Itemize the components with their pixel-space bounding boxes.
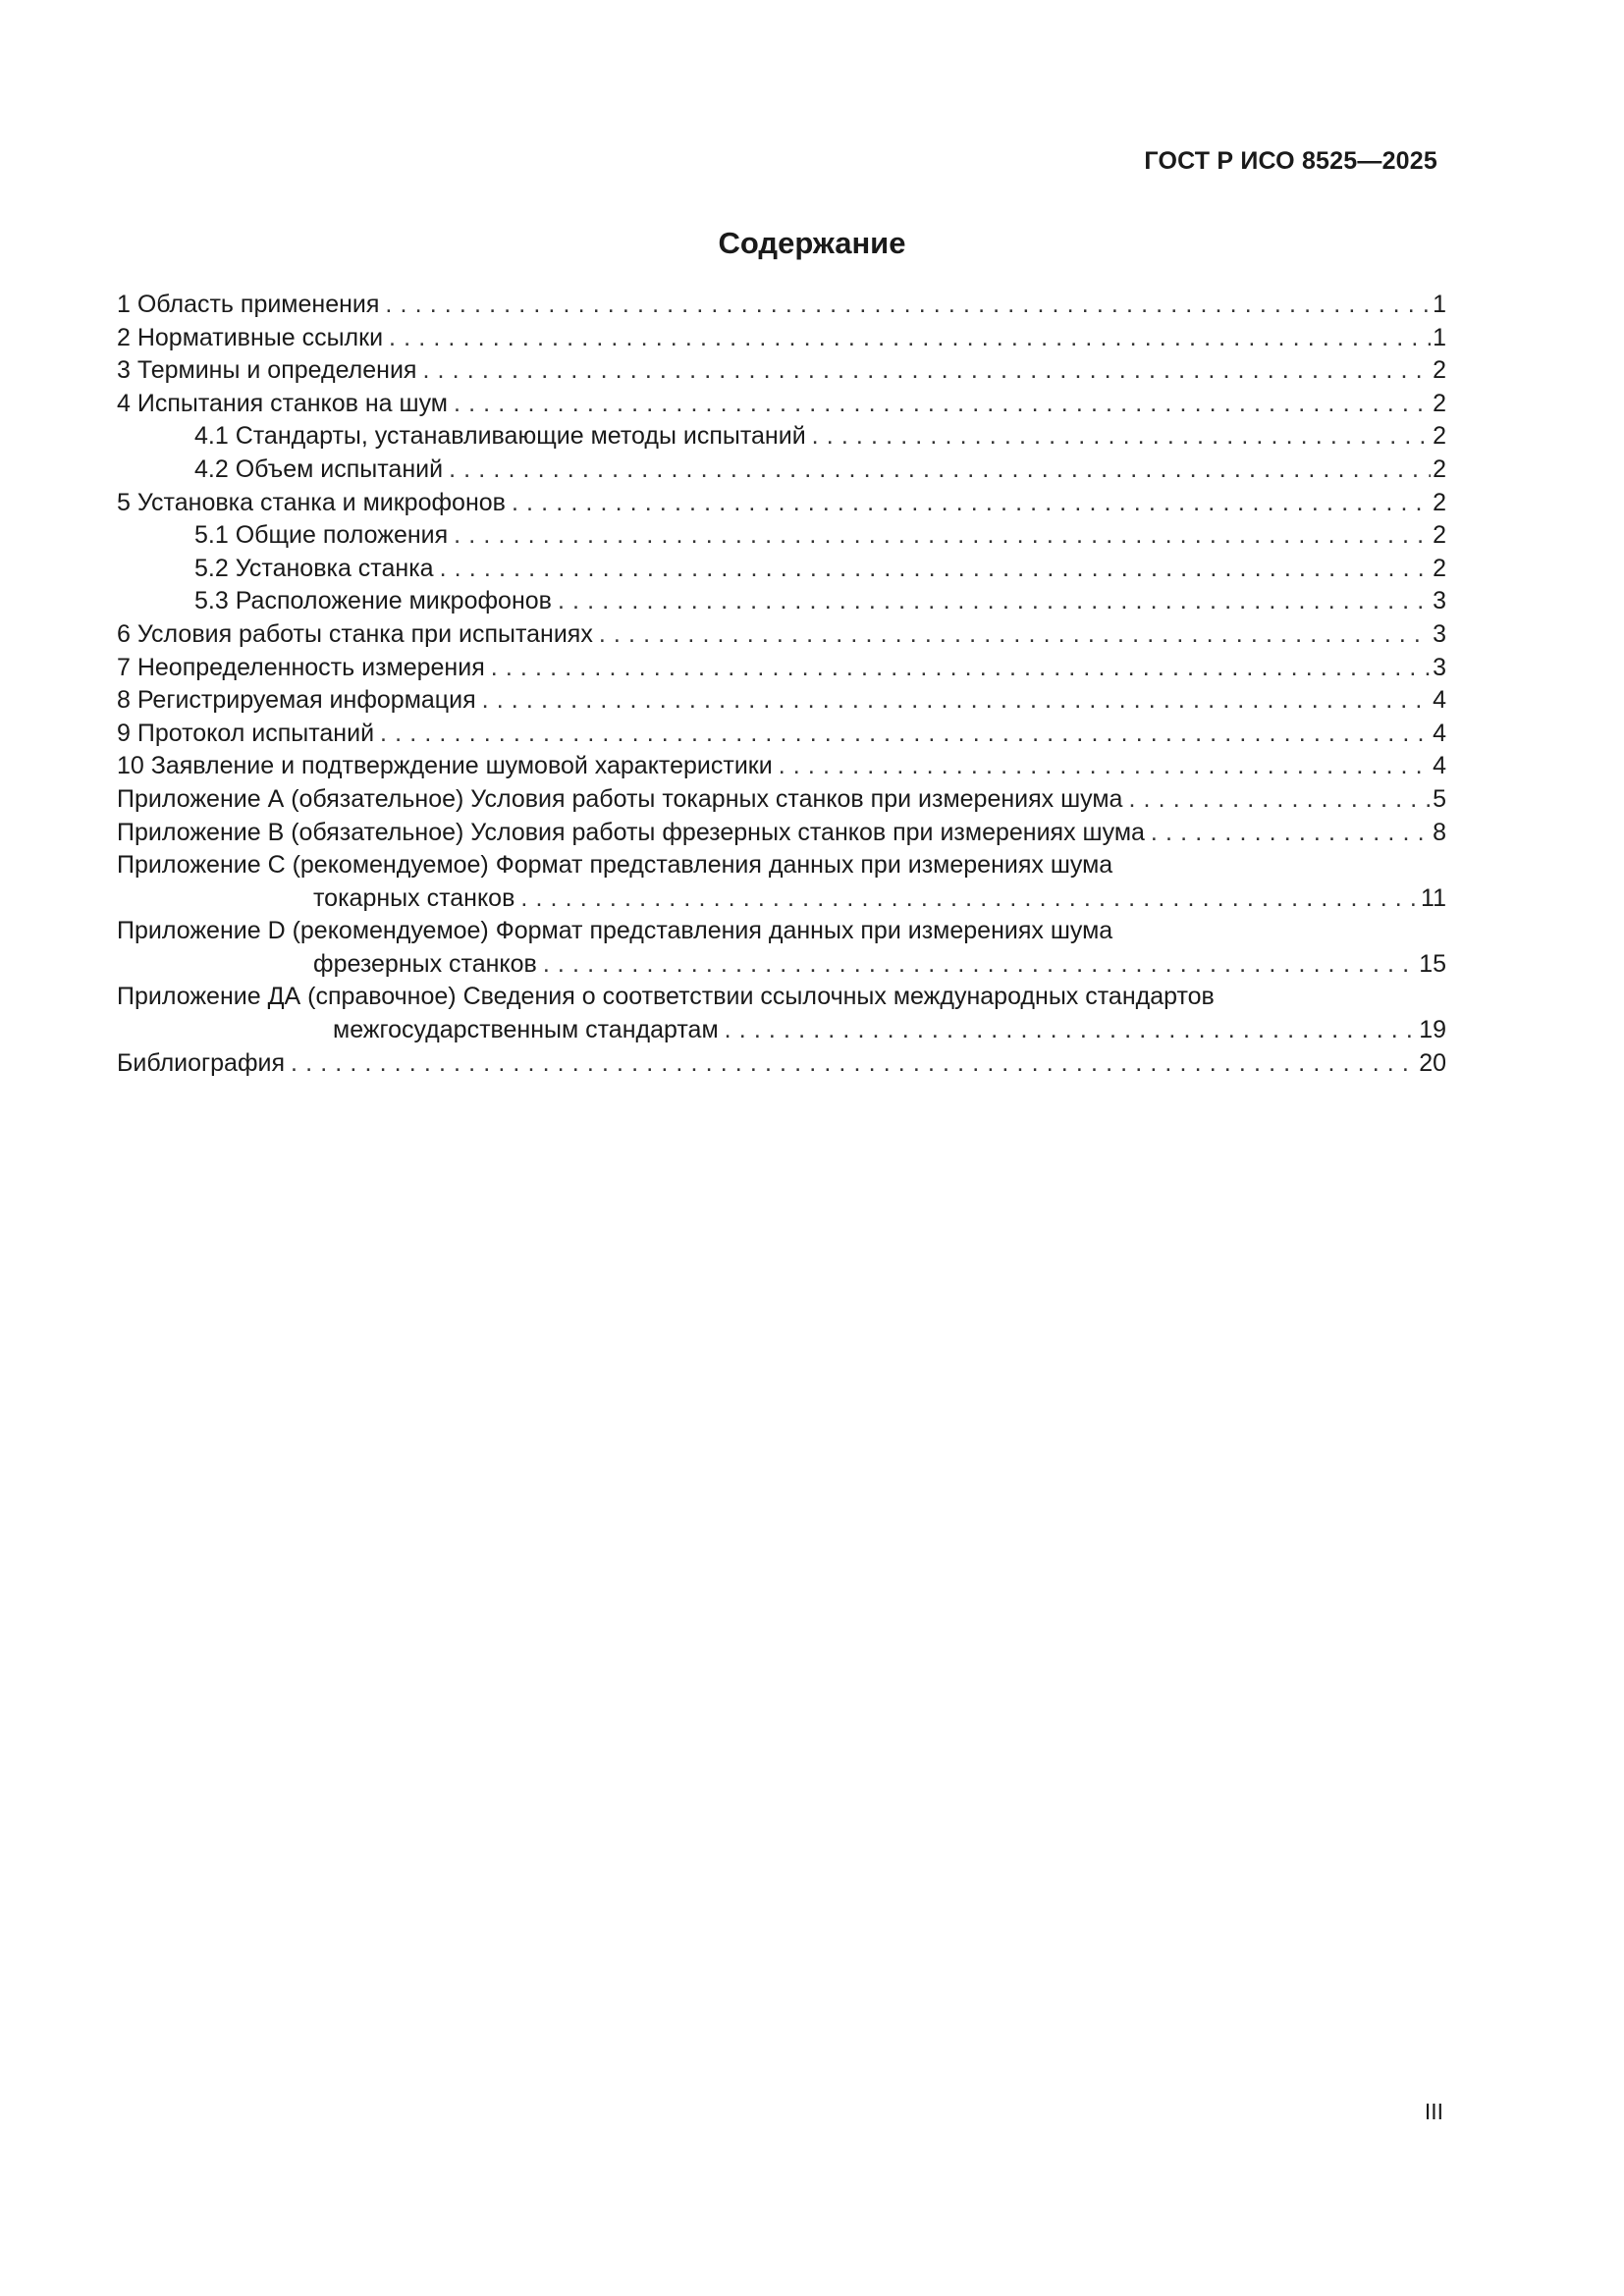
toc-entry-annex-da-continued[interactable] (117, 1014, 1446, 1047)
toc-leader-dots (779, 750, 1431, 783)
toc-entry-label: 4.1 Стандарты, устанавливающие методы испытаний (194, 422, 806, 451)
toc-leader-dots (454, 519, 1431, 553)
toc-leader-dots (482, 684, 1431, 718)
toc-entry-bibliography[interactable] (117, 1047, 1446, 1081)
toc-entry-page: 2 (1433, 356, 1446, 385)
toc-leader-dots (454, 388, 1431, 421)
toc-entry[interactable] (117, 322, 1446, 355)
toc-entry-page: 19 (1419, 1016, 1446, 1044)
toc-entry-label: 6 Условия работы станка при испытаниях (117, 619, 593, 648)
toc-subentry[interactable] (117, 519, 1446, 553)
toc-leader-dots (1128, 783, 1431, 817)
toc-subentry[interactable] (117, 553, 1446, 586)
toc-entry-label: 8 Регистрируемая информация (117, 686, 476, 715)
toc-entry-label: 9 Протокол испытаний (117, 719, 375, 747)
toc-entry-label: 5.1 Общие положения (194, 521, 449, 550)
toc-leader-dots (543, 948, 1417, 982)
toc-entry-page: 2 (1433, 554, 1446, 582)
toc-entry-annex-a[interactable] (117, 783, 1446, 817)
toc-entry-label: 4.2 Объем испытаний (194, 454, 444, 483)
toc-leader-dots (558, 585, 1431, 618)
toc-entry-label: 5 Установка станка и микрофонов (117, 488, 506, 516)
toc-entry[interactable] (117, 652, 1446, 685)
toc-entry-label: 5.2 Установка станка (194, 554, 434, 582)
toc-entry-label: Приложение В (обязательное) Условия работы фрезерных станков при измерениях шума (117, 818, 1145, 846)
toc-entry-page: 1 (1433, 291, 1446, 318)
toc-leader-dots (512, 487, 1431, 520)
toc-leader-dots (1151, 817, 1431, 850)
toc-entry[interactable] (117, 388, 1446, 421)
toc-leader-dots (449, 454, 1431, 487)
toc-leader-dots (385, 289, 1431, 322)
toc-entry-label: 3 Термины и определения (117, 356, 417, 385)
toc-entry[interactable] (117, 684, 1446, 718)
toc-entry-label: Приложение ДА (справочное) Сведения о соответствии ссылочных международных стандартов (117, 983, 1215, 1011)
page-number: III (1424, 2099, 1443, 2124)
toc-entry[interactable] (117, 354, 1446, 388)
toc-entry-annex-da[interactable] (117, 981, 1446, 1014)
toc-entry-page: 20 (1419, 1048, 1446, 1077)
toc-leader-dots (422, 354, 1431, 388)
toc-entry-page: 15 (1419, 949, 1446, 978)
toc-leader-dots (389, 322, 1431, 355)
toc-entry-label: Приложение D (рекомендуемое) Формат представления данных при измерениях шума (117, 917, 1113, 945)
toc-entry-annex-d[interactable] (117, 915, 1446, 948)
toc-entry-page: 3 (1433, 619, 1446, 648)
toc-entry-page: 4 (1433, 752, 1446, 780)
toc-entry-page: 4 (1433, 686, 1446, 715)
toc-entry-annex-c[interactable] (117, 849, 1446, 882)
toc-leader-dots (291, 1047, 1417, 1081)
toc-entry-label: 1 Область применения (117, 291, 380, 318)
toc-leader-dots (520, 882, 1419, 916)
toc-entry-label: 10 Заявление и подтверждение шумовой характеристики (117, 752, 773, 780)
toc-entry-page: 1 (1433, 323, 1446, 351)
toc-entry[interactable] (117, 618, 1446, 652)
toc-entry-annex-b[interactable] (117, 817, 1446, 850)
toc-entry[interactable] (117, 718, 1446, 751)
toc-subentry[interactable] (117, 454, 1446, 487)
toc-entry-label: 5.3 Расположение микрофонов (194, 587, 552, 615)
toc-entry-page: 2 (1433, 422, 1446, 451)
toc-leader-dots (440, 553, 1432, 586)
toc-entry-label: Библиография (117, 1048, 286, 1077)
toc-leader-dots (599, 618, 1431, 652)
toc-leader-dots (725, 1014, 1418, 1047)
toc-entry-annex-c-continued[interactable] (117, 882, 1446, 916)
toc-entry-page: 4 (1433, 719, 1446, 747)
toc-entry-label: 7 Неопределенность измерения (117, 653, 485, 681)
toc-entry-label: Приложение А (обязательное) Условия работы токарных станков при измерениях шума (117, 784, 1123, 813)
toc-leader-dots (491, 652, 1431, 685)
toc-entry-page: 8 (1433, 818, 1446, 846)
toc-entry-page: 11 (1421, 883, 1446, 912)
toc-entry[interactable] (117, 487, 1446, 520)
toc-entry-label-continued: фрезерных станков (313, 949, 537, 978)
toc-entry-page: 2 (1433, 389, 1446, 417)
toc-leader-dots (380, 718, 1431, 751)
toc-entry-label: 4 Испытания станков на шум (117, 389, 448, 417)
toc-subentry[interactable] (117, 585, 1446, 618)
document-code: ГОСТ Р ИСО 8525—2025 (1144, 147, 1437, 175)
toc-entry-label-continued: межгосударственным стандартам (333, 1016, 719, 1044)
toc-entry-page: 2 (1433, 521, 1446, 550)
toc-entry-page: 5 (1433, 784, 1446, 813)
toc-entry[interactable] (117, 750, 1446, 783)
toc-entry-page: 3 (1433, 587, 1446, 615)
toc-title: Содержание (718, 226, 906, 260)
toc-entry-annex-d-continued[interactable] (117, 948, 1446, 982)
toc-leader-dots (812, 420, 1431, 454)
toc-subentry[interactable] (117, 420, 1446, 454)
toc-entry-label-continued: токарных станков (313, 883, 515, 912)
toc-entry-label: Приложение С (рекомендуемое) Формат представления данных при измерениях шума (117, 851, 1113, 880)
toc-entry[interactable] (117, 289, 1446, 322)
toc-entry-page: 2 (1433, 488, 1446, 516)
table-of-contents (117, 289, 1446, 1080)
toc-entry-page: 3 (1433, 653, 1446, 681)
toc-entry-label: 2 Нормативные ссылки (117, 323, 384, 351)
toc-entry-page: 2 (1433, 454, 1446, 483)
